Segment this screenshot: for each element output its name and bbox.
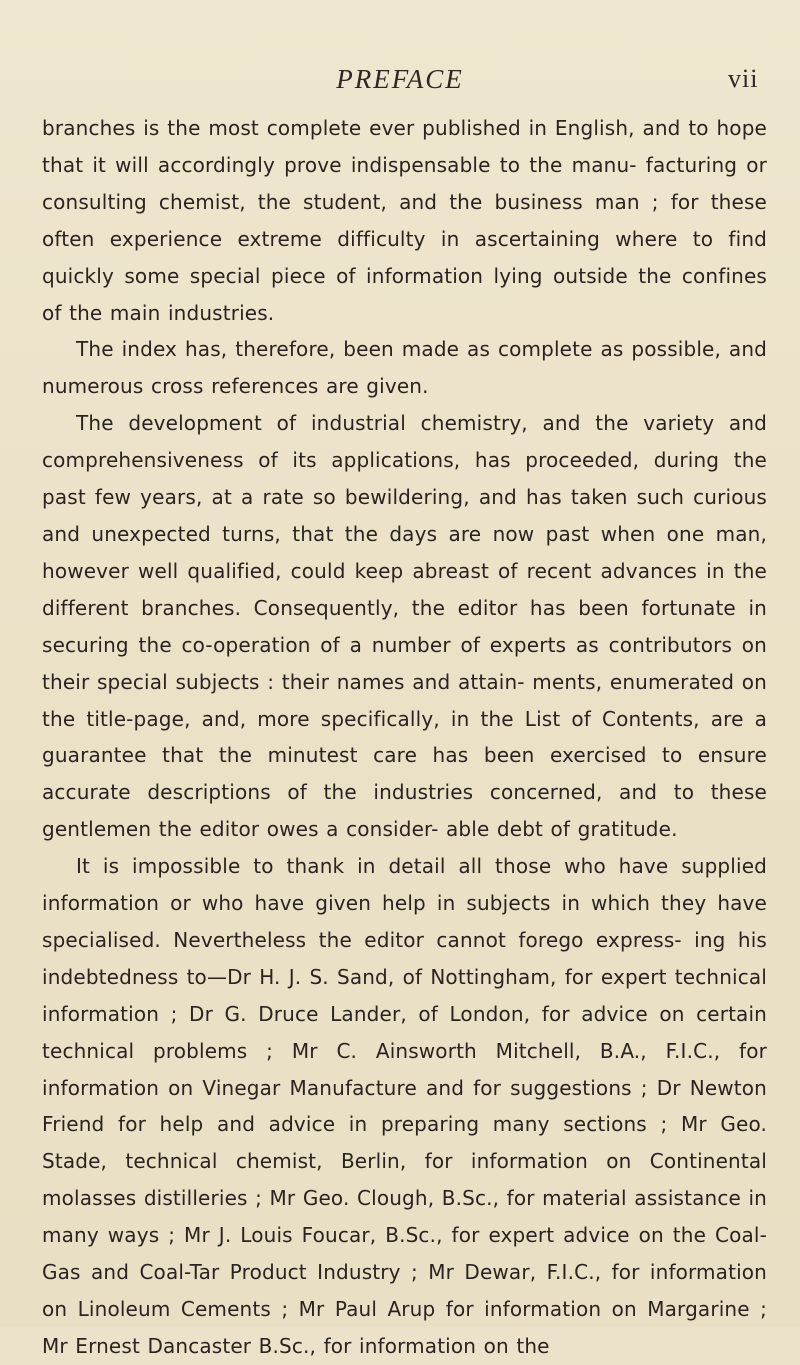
body-text bbox=[42, 110, 767, 1365]
page-header bbox=[0, 64, 800, 98]
page-number: vii bbox=[728, 64, 759, 93]
paragraph-development: The development of industrial chemistry, and the variety and comprehensiveness of its applications, has proceeded, during the past few years, at a rate so bewildering, and has taken such curious and unexpected turns, that the days are now past when one man, however well qualified, could keep abreast of recent advances in the different branches. Consequently, the editor has been fortunate in securing the co-operation of a number of experts as contributors on their special subjects : their names and attain- ments, enumerated on the title-page, and, more specifically, in the List of Contents, are a guarantee that the minutest care has been exercised to ensure accurate descriptions of the industries concerned, and to these gentlemen the editor owes a consider- able debt of gratitude. bbox=[42, 411, 767, 842]
running-title: PREFACE bbox=[336, 64, 464, 94]
paragraph-continuation: branches is the most complete ever published in English, and to hope that it will accordingly prove indispensable to the manu- facturing or consulting chemist, the student, and the business man ; for these often experience extreme difficulty in ascertaining where to find quickly some special piece of information lying outside the confines of the main industries. bbox=[42, 116, 767, 325]
paragraph-index: The index has, therefore, been made as complete as possible, and numerous cross references are given. bbox=[42, 337, 767, 399]
paragraph-acknowledgements: It is impossible to thank in detail all those who have supplied information or who have given help in subjects in which they have specialised. Nevertheless the editor cannot forego express- ing his indebtedness to—Dr H. J. S. Sand, of Nottingham, for expert technical information ; Dr G. Druce Lander, of London, for advice on certain technical problems ; Mr C. Ainsworth Mitchell, B.A., F.I.C., for information on Vinegar Manufacture and for suggestions ; Dr Newton Friend for help and advice in preparing many sections ; Mr Geo. Stade, technical chemist, Berlin, for information on Continental molasses distilleries ; Mr Geo. Clough, B.Sc., for material assistance in many ways ; Mr J. Louis Foucar, B.Sc., for expert advice on the Coal-Gas and Coal-Tar Product Industry ; Mr Dewar, F.I.C., for information on Linoleum Cements ; Mr Paul Arup for information on Margarine ; Mr Ernest Dancaster B.Sc., for information on the bbox=[42, 854, 767, 1358]
